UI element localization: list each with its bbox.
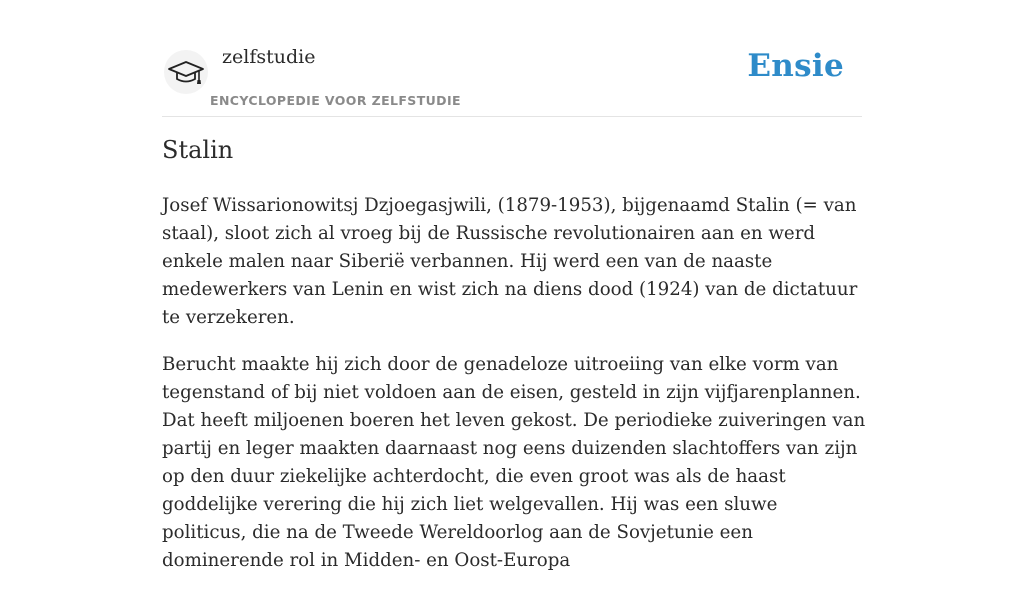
site-logo-link[interactable]	[162, 40, 461, 110]
page-container	[162, 0, 866, 571]
graduation-cap-icon	[164, 50, 208, 94]
article-paragraph: Josef Wissarionowitsj Dzjoegasjwili, (1879-1953), bijgenaamd Stalin (= van staal), sloot zich al vroeg bij de Russische revolutionairen aan en werd enkele malen naar Siberië verbannen. Hij werd een van de naaste medewerkers van Lenin en wist zich na diens dood (1924) van de dictatuur te verzekeren.	[162, 195, 858, 328]
article-paragraph: Berucht maakte hij zich door de genadeloze uitroeiing van elke vorm van tegenstand of bij niet voldoen aan de eisen, gesteld in zijn vijfjarenplannen. Dat heeft miljoenen boeren het leven gekost. De periodieke zuiveringen van partij en leger maakten daarnaast nog eens duizenden slachtoffers van zijn op den duur ziekelijke achterdocht, die even groot was als de haast goddelijke verering die hij zich liet welgevallen. Hij was een sluwe politicus, die na de Tweede Wereldoorlog aan de Sovjetunie een dominerende rol in Midden- en Oost-Europa	[162, 354, 866, 571]
site-tagline: ENCYCLOPEDIE VOOR ZELFSTUDIE	[210, 93, 461, 108]
article-body	[162, 192, 867, 594]
site-name: zelfstudie	[222, 46, 316, 68]
ensie-brand-link[interactable]: Ensie	[747, 48, 844, 84]
article-title: Stalin	[162, 136, 234, 164]
site-header	[162, 0, 862, 117]
